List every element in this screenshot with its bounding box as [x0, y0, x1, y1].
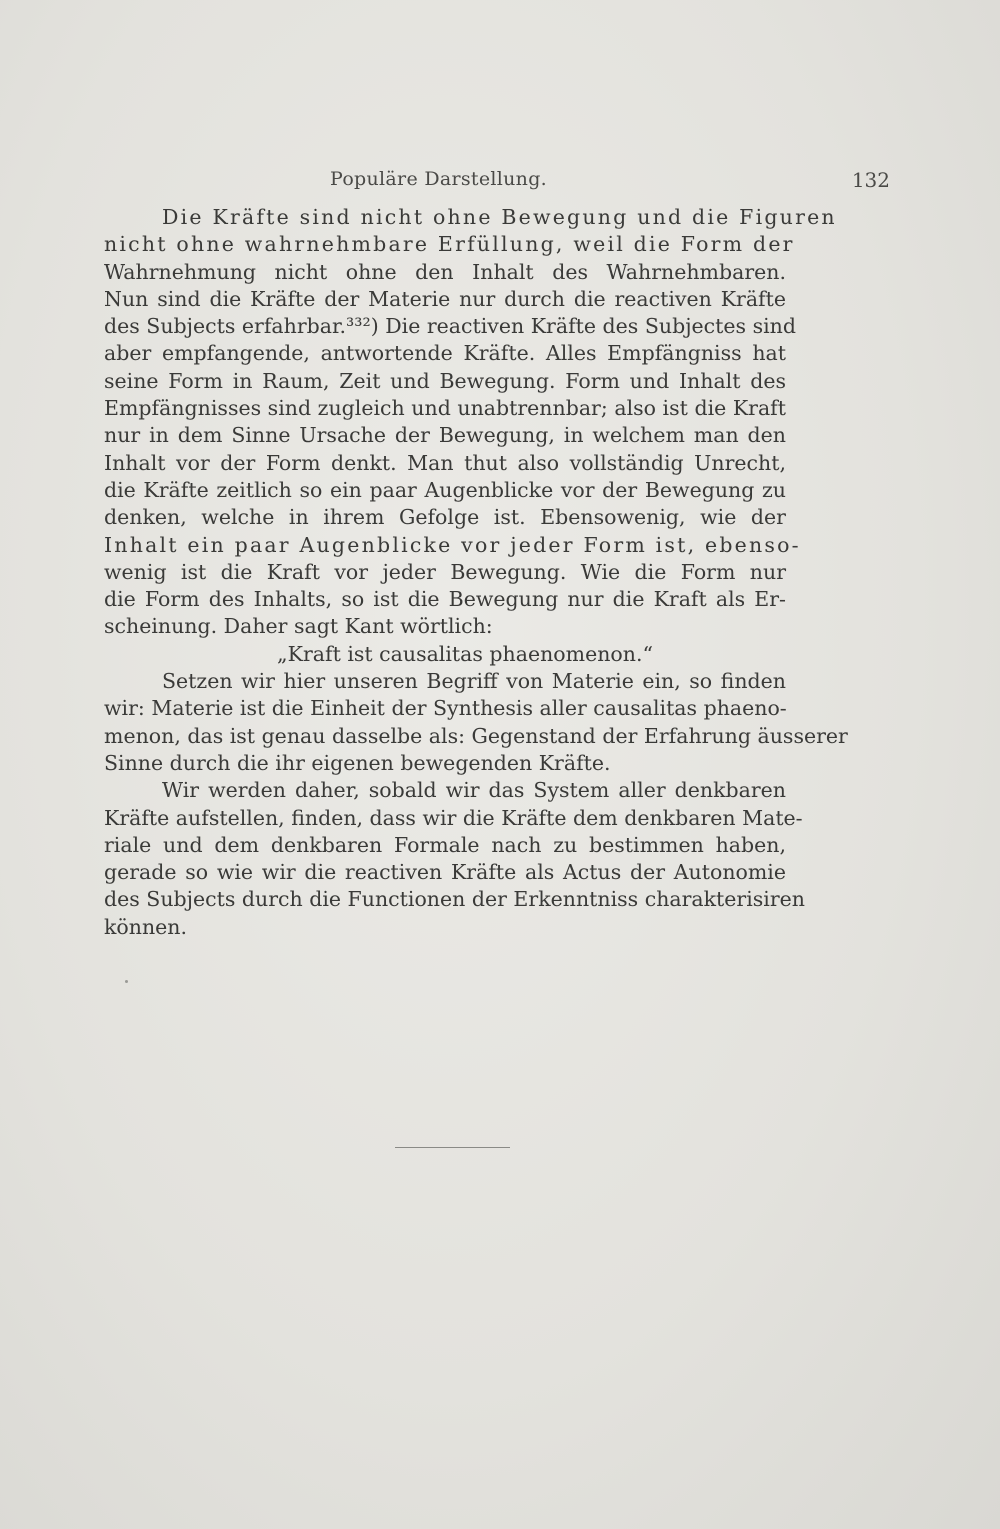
text-line: Nun sind die Kräfte der Materie nur durch die reactiven Kräfte [104, 286, 786, 311]
text-line: wenig ist die Kraft vor jeder Bewegung. Wie die Form nur [104, 559, 786, 584]
section-end-rule [395, 1147, 510, 1148]
text-line: Empfängnisses sind zugleich und unabtrennbar; also ist die Kraft [104, 396, 786, 421]
text-line: Inhalt vor der Form denkt. Man thut also vollständig Unrecht, [104, 450, 786, 475]
text-line: die Kräfte zeitlich so ein paar Augenblicke vor der Bewegung zu [104, 477, 786, 502]
text-line: riale und dem denkbaren Formale nach zu bestimmen haben, [104, 832, 786, 857]
text-line: des Subjects erfahrbar.³³²) Die reactiven Kräfte des Subjectes sind [104, 314, 796, 339]
kant-quote: „Kraft ist causalitas phaenomenon.“ [277, 641, 653, 666]
text-line: menon, das ist genau dasselbe als: Gegenstand der Erfahrung äusserer [104, 723, 848, 748]
text-line: können. [104, 914, 188, 939]
text-line: Wir werden daher, sobald wir das System aller denkbaren [162, 778, 786, 803]
text-line: die Form des Inhalts, so ist die Bewegung nur die Kraft als Er- [104, 587, 786, 612]
text-line: nur in dem Sinne Ursache der Bewegung, in welchem man den [104, 423, 786, 448]
text-line: denken, welche in ihrem Gefolge ist. Ebensowenig, wie der [104, 505, 786, 530]
text-line: nicht ohne wahrnehmbare Erfüllung, weil die Form der [104, 232, 795, 257]
text-line: Setzen wir hier unseren Begriff von Materie ein, so finden [162, 669, 786, 694]
text-line: Kräfte aufstellen, finden, dass wir die Kräfte dem denkbaren Mate- [104, 805, 803, 830]
body-text [104, 204, 848, 941]
running-head [105, 168, 890, 198]
text-line: Wahrnehmung nicht ohne den Inhalt des Wahrnehmbaren. [104, 259, 786, 284]
text-line: Sinne durch die ihr eigenen bewegenden Kräfte. [104, 750, 611, 775]
text-line: wir: Materie ist die Einheit der Synthesis aller causalitas phaeno- [104, 696, 787, 721]
paper-speck [125, 980, 128, 983]
text-line: Inhalt ein paar Augenblicke vor jeder Form ist, ebenso- [104, 532, 801, 557]
text-line: Die Kräfte sind nicht ohne Bewegung und die Figuren [162, 205, 837, 229]
page-number: 132 [851, 168, 890, 192]
text-line: gerade so wie wir die reactiven Kräfte als Actus der Autonomie [104, 860, 786, 885]
text-line: seine Form in Raum, Zeit und Bewegung. Form und Inhalt des [104, 368, 786, 393]
text-line: aber empfangende, antwortende Kräfte. Alles Empfängniss hat [104, 341, 786, 366]
running-head-title: Populäre Darstellung. [330, 168, 548, 190]
text-line: des Subjects durch die Functionen der Erkenntniss charakterisiren [104, 887, 805, 912]
text-line: scheinung. Daher sagt Kant wörtlich: [104, 614, 493, 639]
